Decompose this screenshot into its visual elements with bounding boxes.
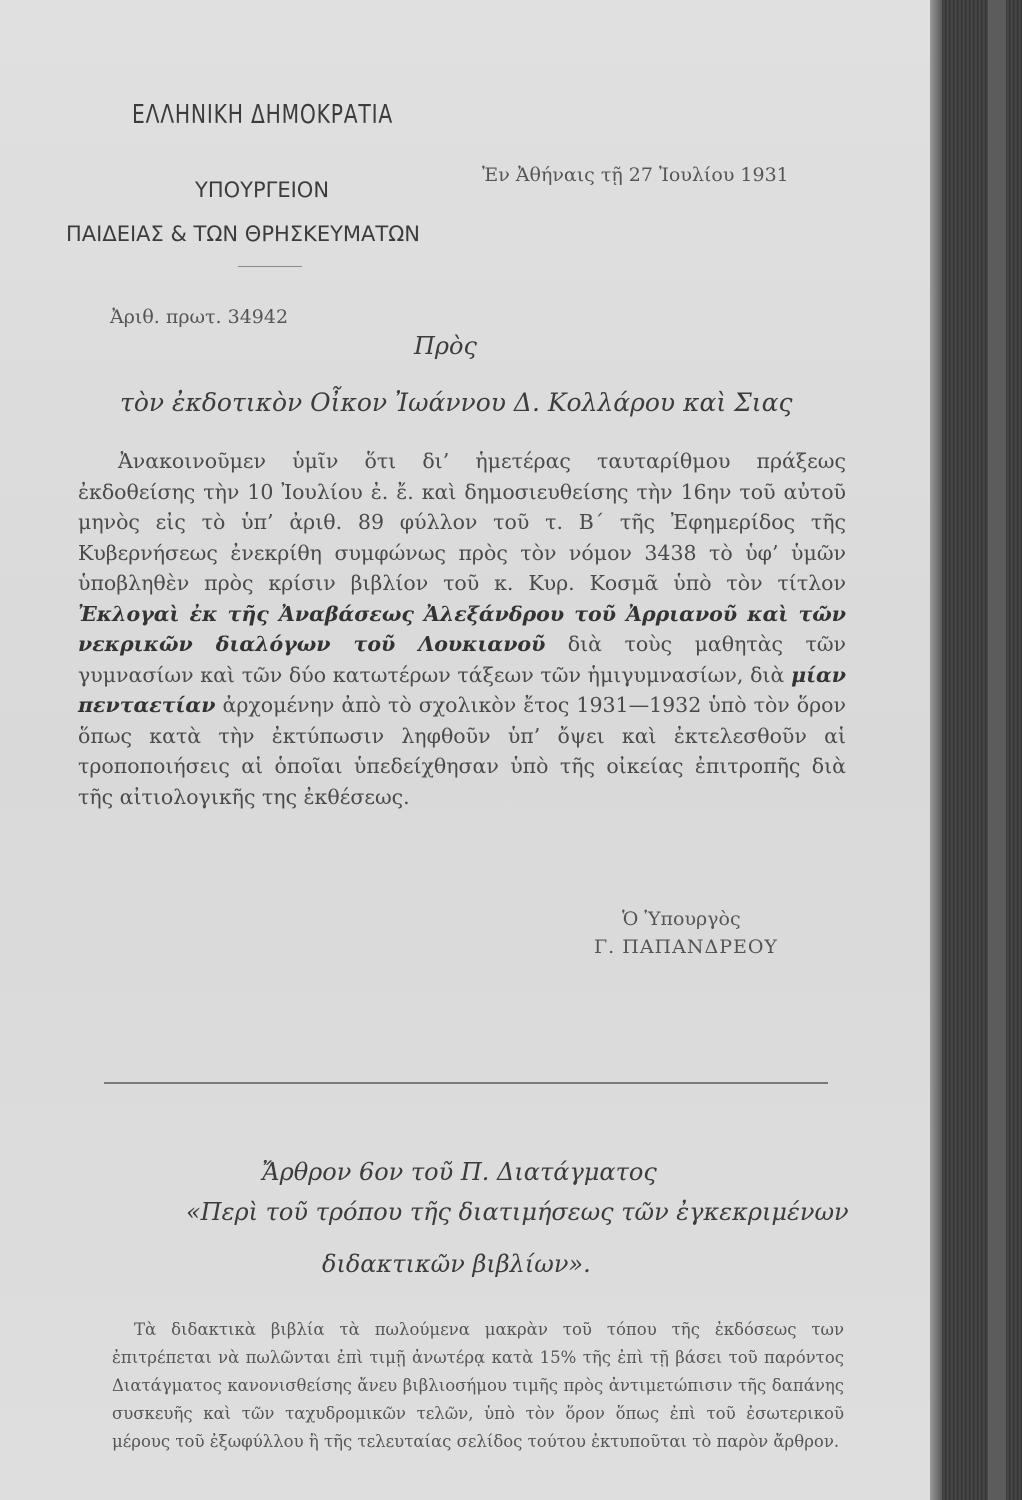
book-title: Ἐκλογαὶ ἐκ τῆς Ἀναβάσεως Ἀλεξάνδρου τοῦ Ἀρριανοῦ καὶ τῶν νεκρικῶν διαλόγων τοῦ Λουκιανοῦ [78, 601, 846, 656]
date-line: Ἐν Ἀθήναις τῇ 27 Ἰουλίου 1931 [482, 164, 789, 186]
ministry-name-line2: ΠΑΙΔΕΙΑΣ & ΤΩΝ ΘΡΗΣΚΕΥΜΑΤΩΝ [66, 222, 420, 246]
header-divider [238, 266, 302, 267]
republic-heading: ΕΛΛΗΝΙΚΗ ΔΗΜΟΚΡΑΤΙΑ [132, 100, 394, 130]
ministry-name-line1: ΥΠΟΥΡΓΕΙΟΝ [195, 178, 330, 202]
section-divider [104, 1082, 828, 1084]
letter-body [78, 446, 846, 812]
recipient-line: τὸν ἐκδοτικὸν Οἶκον Ἰωάννου Δ. Κολλάρου καὶ Σιας [120, 388, 793, 417]
book-spine [930, 0, 1022, 1500]
article-subtitle-line1: «Περὶ τοῦ τρόπου τῆς διατιμήσεως τῶν ἐγκεκριμένων [186, 1198, 849, 1226]
letter-body-text-1: Ἀνακοινοῦμεν ὑμῖν ὅτι δι’ ἡμετέρας ταυταρίθμου πράξεως ἐκδοθείσης τὴν 10 Ἰουλίου ἐ. ἔ. καὶ δημοσιευθείσης τὴν 16ην τοῦ αὐτοῦ μηνὸς εἰς τὸ ὑπ’ ἀριθ. 89 φύλλον τοῦ τ. Β΄ τῆς Ἐφημερίδος τῆς Κυβερνήσεως ἐνεκρίθη συμφώνως πρὸς τὸν νόμον 3438 τὸ ὑφ’ ὑμῶν ὑποβληθὲν πρὸς κρίσιν βιβλίον τοῦ κ. Κυρ. Κοσμᾶ ὑπὸ τὸν τίτλον [78, 449, 846, 595]
article-title: Ἄρθρον 6ον τοῦ Π. Διατάγματος [262, 1158, 657, 1186]
approval-duration: μίαν πενταετίαν [78, 662, 846, 717]
article-text: Τὰ διδακτικὰ βιβλία τὰ πωλούμενα μακρὰν τοῦ τόπου τῆς ἐκδόσεως των ἐπιτρέπεται νὰ πωλῶνται ἐπὶ τιμῇ ἀνωτέρᾳ κατὰ 15% τῆς ἐπὶ τῇ βάσει τοῦ παρόντος Διατάγματος κανονισθείσης ἄνευ βιβλιοσήμου τιμῆς πρὸς ἀντιμετώπισιν τῆς δαπάνης συσκευῆς καὶ τῶν ταχυδρομικῶν τελῶν, ὑπὸ τὸν ὅρον ὅπως ἐπὶ τοῦ ἐσωτερικοῦ μέρους τοῦ ἐξωφύλλου ἢ τῆς τελευταίας σελίδος τούτου ἐκτυποῦται τὸ παρὸν ἄρθρον. [112, 1320, 844, 1451]
signer-title: Ὁ Ὑπουργὸς [622, 908, 741, 930]
letter-body-text-3: ἀρχομένην ἀπὸ τὸ σχολικὸν ἔτος 1931—1932 ὑπὸ τὸν ὅρον ὅπως κατὰ τὴν ἐκτύπωσιν ληφθοῦν ὑπ’ ὄψει καὶ ἐκτελεσθοῦν αἱ τροποποιήσεις αἱ ὁποῖαι ὑπεδείχθησαν ὑπὸ τῆς οἰκείας ἐπιτροπῆς διὰ τῆς αἰτιολογικῆς της ἐκθέσεως. [78, 693, 846, 809]
letter-body-text-2: διὰ τοὺς μαθητὰς τῶν γυμνασίων καὶ τῶν δύο κατωτέρων τάξεων τῶν ἡμιγυμνασίων, διὰ [78, 632, 846, 687]
protocol-number: Ἀριθ. πρωτ. 34942 [110, 306, 289, 328]
salutation-to: Πρὸς [414, 332, 477, 360]
signer-name: Γ. ΠΑΠΑΝΔΡΕΟΥ [594, 936, 778, 958]
article-subtitle-line2: διδακτικῶν βιβλίων». [322, 1250, 591, 1278]
